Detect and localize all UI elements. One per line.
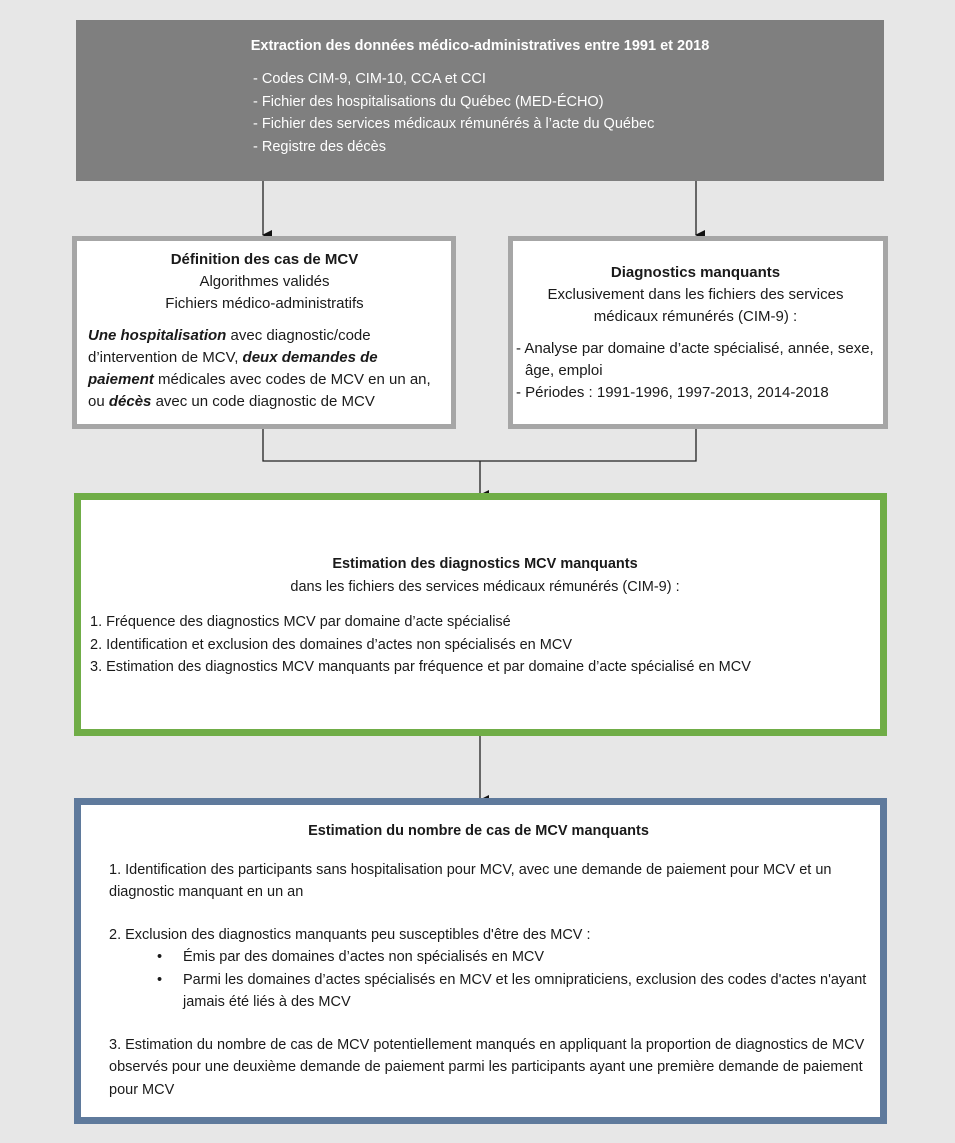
bullet-text: Émis par des domaines d’actes non spécialisés en MCV <box>183 949 545 965</box>
estimation-diag-subtitle: dans les fichiers des services médicaux rémunérés (CIM-9) : <box>290 578 680 595</box>
extraction-item: - Codes CIM-9, CIM-10, CCA et CCI <box>253 71 486 87</box>
definition-box <box>72 236 456 429</box>
definition-subtitle-1: Algorithmes validés <box>199 273 330 290</box>
estimation-cases-bullets <box>109 946 868 1014</box>
extraction-box <box>76 20 884 181</box>
estimation-cases-bullet <box>157 946 868 969</box>
extraction-item: - Registre des décès <box>253 138 386 155</box>
estimation-diag-steps <box>90 611 880 679</box>
connector-merge <box>263 429 696 461</box>
estimation-cases-box <box>74 798 887 1124</box>
estimation-diag-step: 2. Identification et exclusion des domaines d’actes non spécialisés en MCV <box>90 636 572 653</box>
missing-list <box>516 338 875 404</box>
missing-item: - Analyse par domaine d’acte spécialisé, année, sexe, âge, emploi <box>516 340 874 379</box>
definition-text-2: médicales avec codes de MCV en un an, ou <box>88 371 431 410</box>
definition-text-3: avec un code diagnostic de MCV <box>151 393 375 410</box>
estimation-diag-step: 3. Estimation des diagnostics MCV manquants par fréquence et par domaine d’acte spécialisé en MCV <box>90 659 751 675</box>
bullet-icon: • <box>157 949 163 965</box>
missing-title: Diagnostics manquants <box>610 264 781 281</box>
estimation-cases-step-3: 3. Estimation du nombre de cas de MCV potentiellement manqués en appliquant la proportion de diagnostics de MCV observés pour une deuxième demande de paiement parmi les participants ayant une première demande de paiement pour MCV <box>109 1036 865 1098</box>
estimation-cases-step-1: 1. Identification des participants sans hospitalisation pour MCV, avec une demande de paiement pour MCV et un diagnostic manquant en un an <box>109 861 832 900</box>
estimation-diag-step: 1. Fréquence des diagnostics MCV par domaine d’acte spécialisé <box>90 614 511 630</box>
estimation-cases-bullet <box>157 969 868 1014</box>
extraction-item: - Fichier des hospitalisations du Québec (MED-ÉCHO) <box>253 93 604 110</box>
estimation-cases-step-2: 2. Exclusion des diagnostics manquants peu susceptibles d'être des MCV : <box>109 926 591 943</box>
definition-text-1: avec diagnostic/code d’intervention de MCV, <box>88 327 371 366</box>
definition-death-emphasis: décès <box>108 393 152 410</box>
definition-subtitle-2: Fichiers médico-administratifs <box>165 295 364 312</box>
estimation-diagnostics-box <box>74 493 887 736</box>
extraction-title: Extraction des données médico-administratives entre 1991 et 2018 <box>250 38 710 54</box>
bullet-icon: • <box>157 971 163 988</box>
extraction-list <box>76 68 884 158</box>
extraction-item: - Fichier des services médicaux rémunérés à l’acte du Québec <box>253 116 655 132</box>
definition-description <box>88 325 441 413</box>
definition-payment-emphasis: deux demandes de paiement <box>88 349 378 388</box>
missing-item: - Périodes : 1991-1996, 1997-2013, 2014-2018 <box>516 384 829 401</box>
definition-title: Définition des cas de MCV <box>170 251 359 268</box>
estimation-cases-title: Estimation du nombre de cas de MCV manquants <box>308 823 649 839</box>
missing-diagnostics-box <box>508 236 888 429</box>
bullet-text: Parmi les domaines d’actes spécialisés en MCV et les omnipraticiens, exclusion des codes d'actes n'ayant jamais été liés à des MCV <box>183 971 867 1010</box>
estimation-diag-title: Estimation des diagnostics MCV manquants <box>332 556 638 572</box>
definition-hospitalisation-emphasis: Une hospitalisation <box>88 327 227 344</box>
missing-subtitle: Exclusivement dans les fichiers des services médicaux rémunérés (CIM-9) : <box>547 286 844 325</box>
